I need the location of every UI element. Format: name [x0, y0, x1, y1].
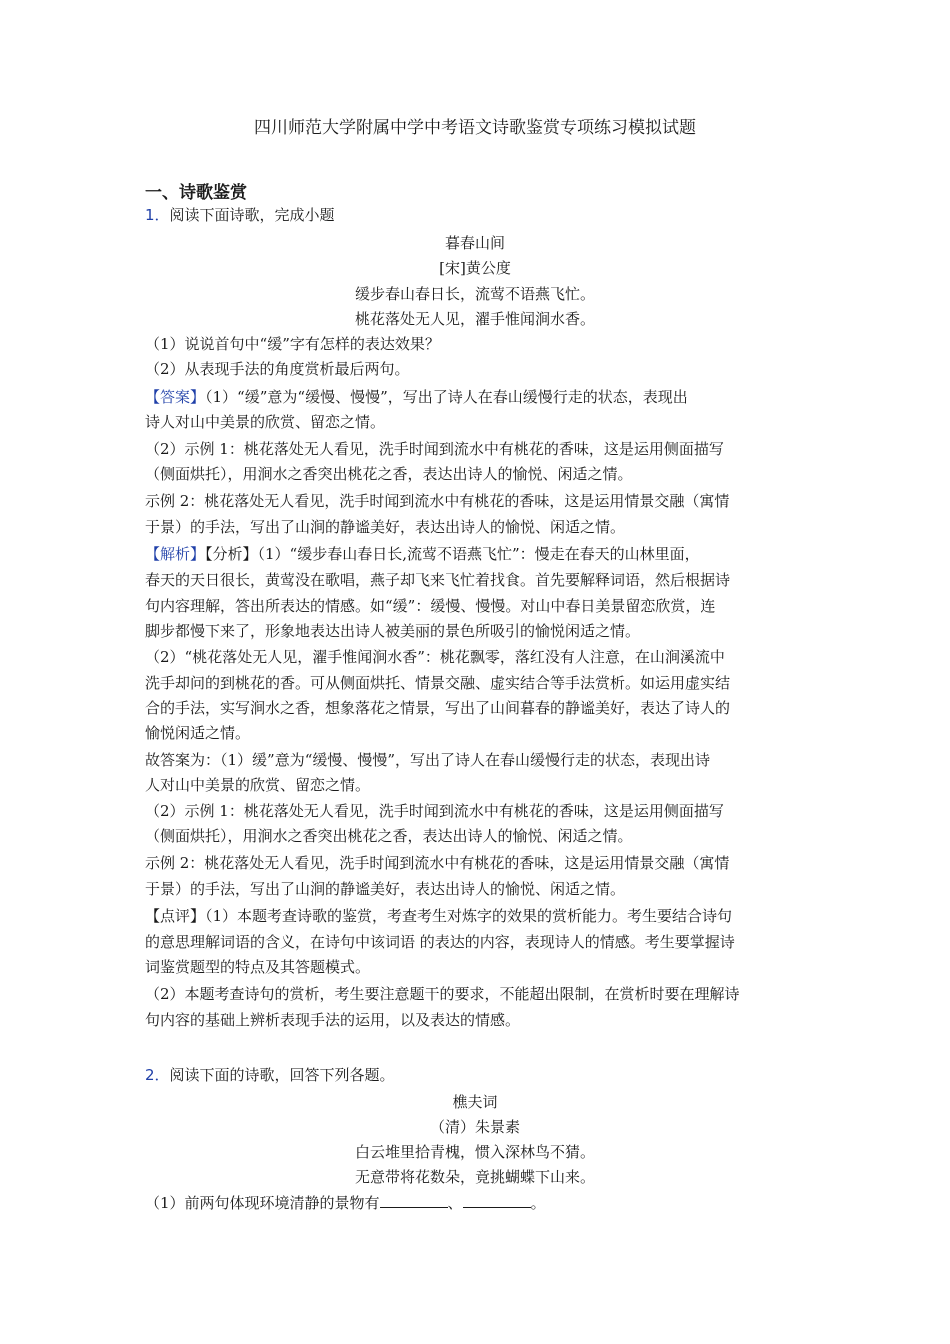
answer-text: （侧面烘托），用涧水之香突出桃花之香，表达出诗人的愉悦、闲适之情。: [145, 465, 633, 483]
comment-text: 句内容的基础上辨析表现手法的运用，以及表达的情感。: [145, 1011, 521, 1029]
analysis-text: 句内容理解，答出所表达的情感。如“缓”：缓慢、慢慢。对山中春日美景留恋欣赏，连: [145, 597, 716, 615]
question-text: 阅读下面的诗歌，回答下列各题。: [169, 1066, 395, 1084]
answer-block: [145, 387, 809, 407]
poem-title: 暮春山间: [444, 234, 505, 252]
analysis-text: 【分析】（1）“缓步春山春日长,流莺不语燕飞忙”：慢走在春天的山林里面，: [205, 545, 700, 563]
answer-text: 于景）的手法，写出了山涧的静谧美好，表达出诗人的愉悦、闲适之情。: [145, 518, 626, 536]
answer-blank-2[interactable]: [463, 1193, 531, 1208]
analysis-text: 合的手法，实写涧水之香，想象落花之情景，写出了山间暮春的静谧美好，表达了诗人的: [145, 699, 731, 717]
question-text: 阅读下面诗歌，完成小题: [169, 206, 335, 224]
analysis-tag: 【解析】: [145, 545, 206, 563]
analysis-text: 洗手却问的到桃花的香。可从侧面烘托、情景交融、虚实结合等手法赏析。如运用虚实结: [145, 674, 731, 692]
sub-question-1: [145, 1193, 809, 1213]
sentence-end: 。: [530, 1194, 546, 1212]
analysis-text: 春天的天日很长，黄莺没在歌唱，燕子却飞来飞忙着找食。首先要解释词语，然后根据诗: [145, 571, 731, 589]
question-number: 1．: [145, 206, 170, 224]
answer-text: （1）“缓”意为“缓慢、慢慢”，写出了诗人在春山缓慢行走的状态，表现出: [205, 388, 688, 406]
sub-question-2: （2）从表现手法的角度赏析最后两句。: [145, 360, 410, 378]
final-answer-text: 示例 2：桃花落处无人看见，洗手时闻到流水中有桃花的香味，这是运用情景交融（寓情: [145, 854, 730, 872]
poem-line: 缓步春山春日长，流莺不语燕飞忙。: [354, 285, 595, 303]
answer-text: 诗人对山中美景的欣赏、留恋之情。: [145, 413, 386, 431]
answer-text: （2）示例 1：桃花落处无人看见，洗手时闻到流水中有桃花的香味，这是运用侧面描写: [145, 440, 724, 458]
sub-question-text: （1）前两句体现环境清静的景物有: [145, 1194, 380, 1212]
poem-line: 白云堆里拾青槐，惯入深林鸟不猜。: [354, 1143, 595, 1161]
final-answer-text: 故答案为：（1）缓”意为“缓慢、慢慢”，写出了诗人在春山缓慢行走的状态，表现出诗: [145, 751, 711, 769]
page-title: 四川师范大学附属中学中考语文诗歌鉴赏专项练习模拟试题: [254, 118, 696, 138]
answer-blank-1[interactable]: [380, 1193, 448, 1208]
section-heading: 一、诗歌鉴赏: [145, 183, 247, 203]
final-answer-text: （侧面烘托），用涧水之香突出桃花之香，表达出诗人的愉悦、闲适之情。: [145, 827, 633, 845]
question-1-prompt: [145, 205, 809, 225]
poem-line: 无意带将花数朵，竟挑蝴蝶下山来。: [354, 1168, 595, 1186]
answer-text: 示例 2：桃花落处无人看见，洗手时闻到流水中有桃花的香味，这是运用情景交融（寓情: [145, 492, 730, 510]
sub-question-1: （1）说说首句中“缓”字有怎样的表达效果？: [145, 335, 440, 353]
final-answer-text: （2）示例 1：桃花落处无人看见，洗手时闻到流水中有桃花的香味，这是运用侧面描写: [145, 802, 724, 820]
poem-author: [宋]黄公度: [439, 259, 511, 277]
analysis-text: （2）“桃花落处无人见，濯手惟闻涧水香”：桃花飘零，落红没有人注意，在山涧溪流中: [145, 648, 725, 666]
poem-author: （清）朱景素: [429, 1118, 520, 1136]
poem-title: 樵夫词: [452, 1093, 498, 1111]
analysis-block: [145, 544, 809, 564]
comment-text: 词鉴赏题型的特点及其答题模式。: [145, 958, 371, 976]
comment-text: （2）本题考查诗句的赏析，考生要注意题干的要求，不能超出限制，在赏析时要在理解诗: [145, 985, 740, 1003]
comment-text: 的意思理解词语的含义，在诗句中该词语 的表达的内容，表现诗人的情感。考生要掌握诗: [145, 933, 735, 951]
question-number: 2．: [145, 1066, 170, 1084]
answer-tag: 【答案】: [145, 388, 206, 406]
separator: 、: [447, 1194, 463, 1212]
poem-line: 桃花落处无人见，濯手惟闻涧水香。: [354, 310, 595, 328]
final-answer-text: 于景）的手法，写出了山涧的静谧美好，表达出诗人的愉悦、闲适之情。: [145, 880, 626, 898]
comment-text: 【点评】（1）本题考查诗歌的鉴赏，考查考生对炼字的效果的赏析能力。考生要结合诗句: [145, 907, 733, 925]
question-2-prompt: [145, 1065, 809, 1085]
analysis-text: 愉悦闲适之情。: [145, 724, 251, 742]
final-answer-text: 人对山中美景的欣赏、留恋之情。: [145, 776, 371, 794]
analysis-text: 脚步都慢下来了，形象地表达出诗人被美丽的景色所吸引的愉悦闲适之情。: [145, 622, 641, 640]
